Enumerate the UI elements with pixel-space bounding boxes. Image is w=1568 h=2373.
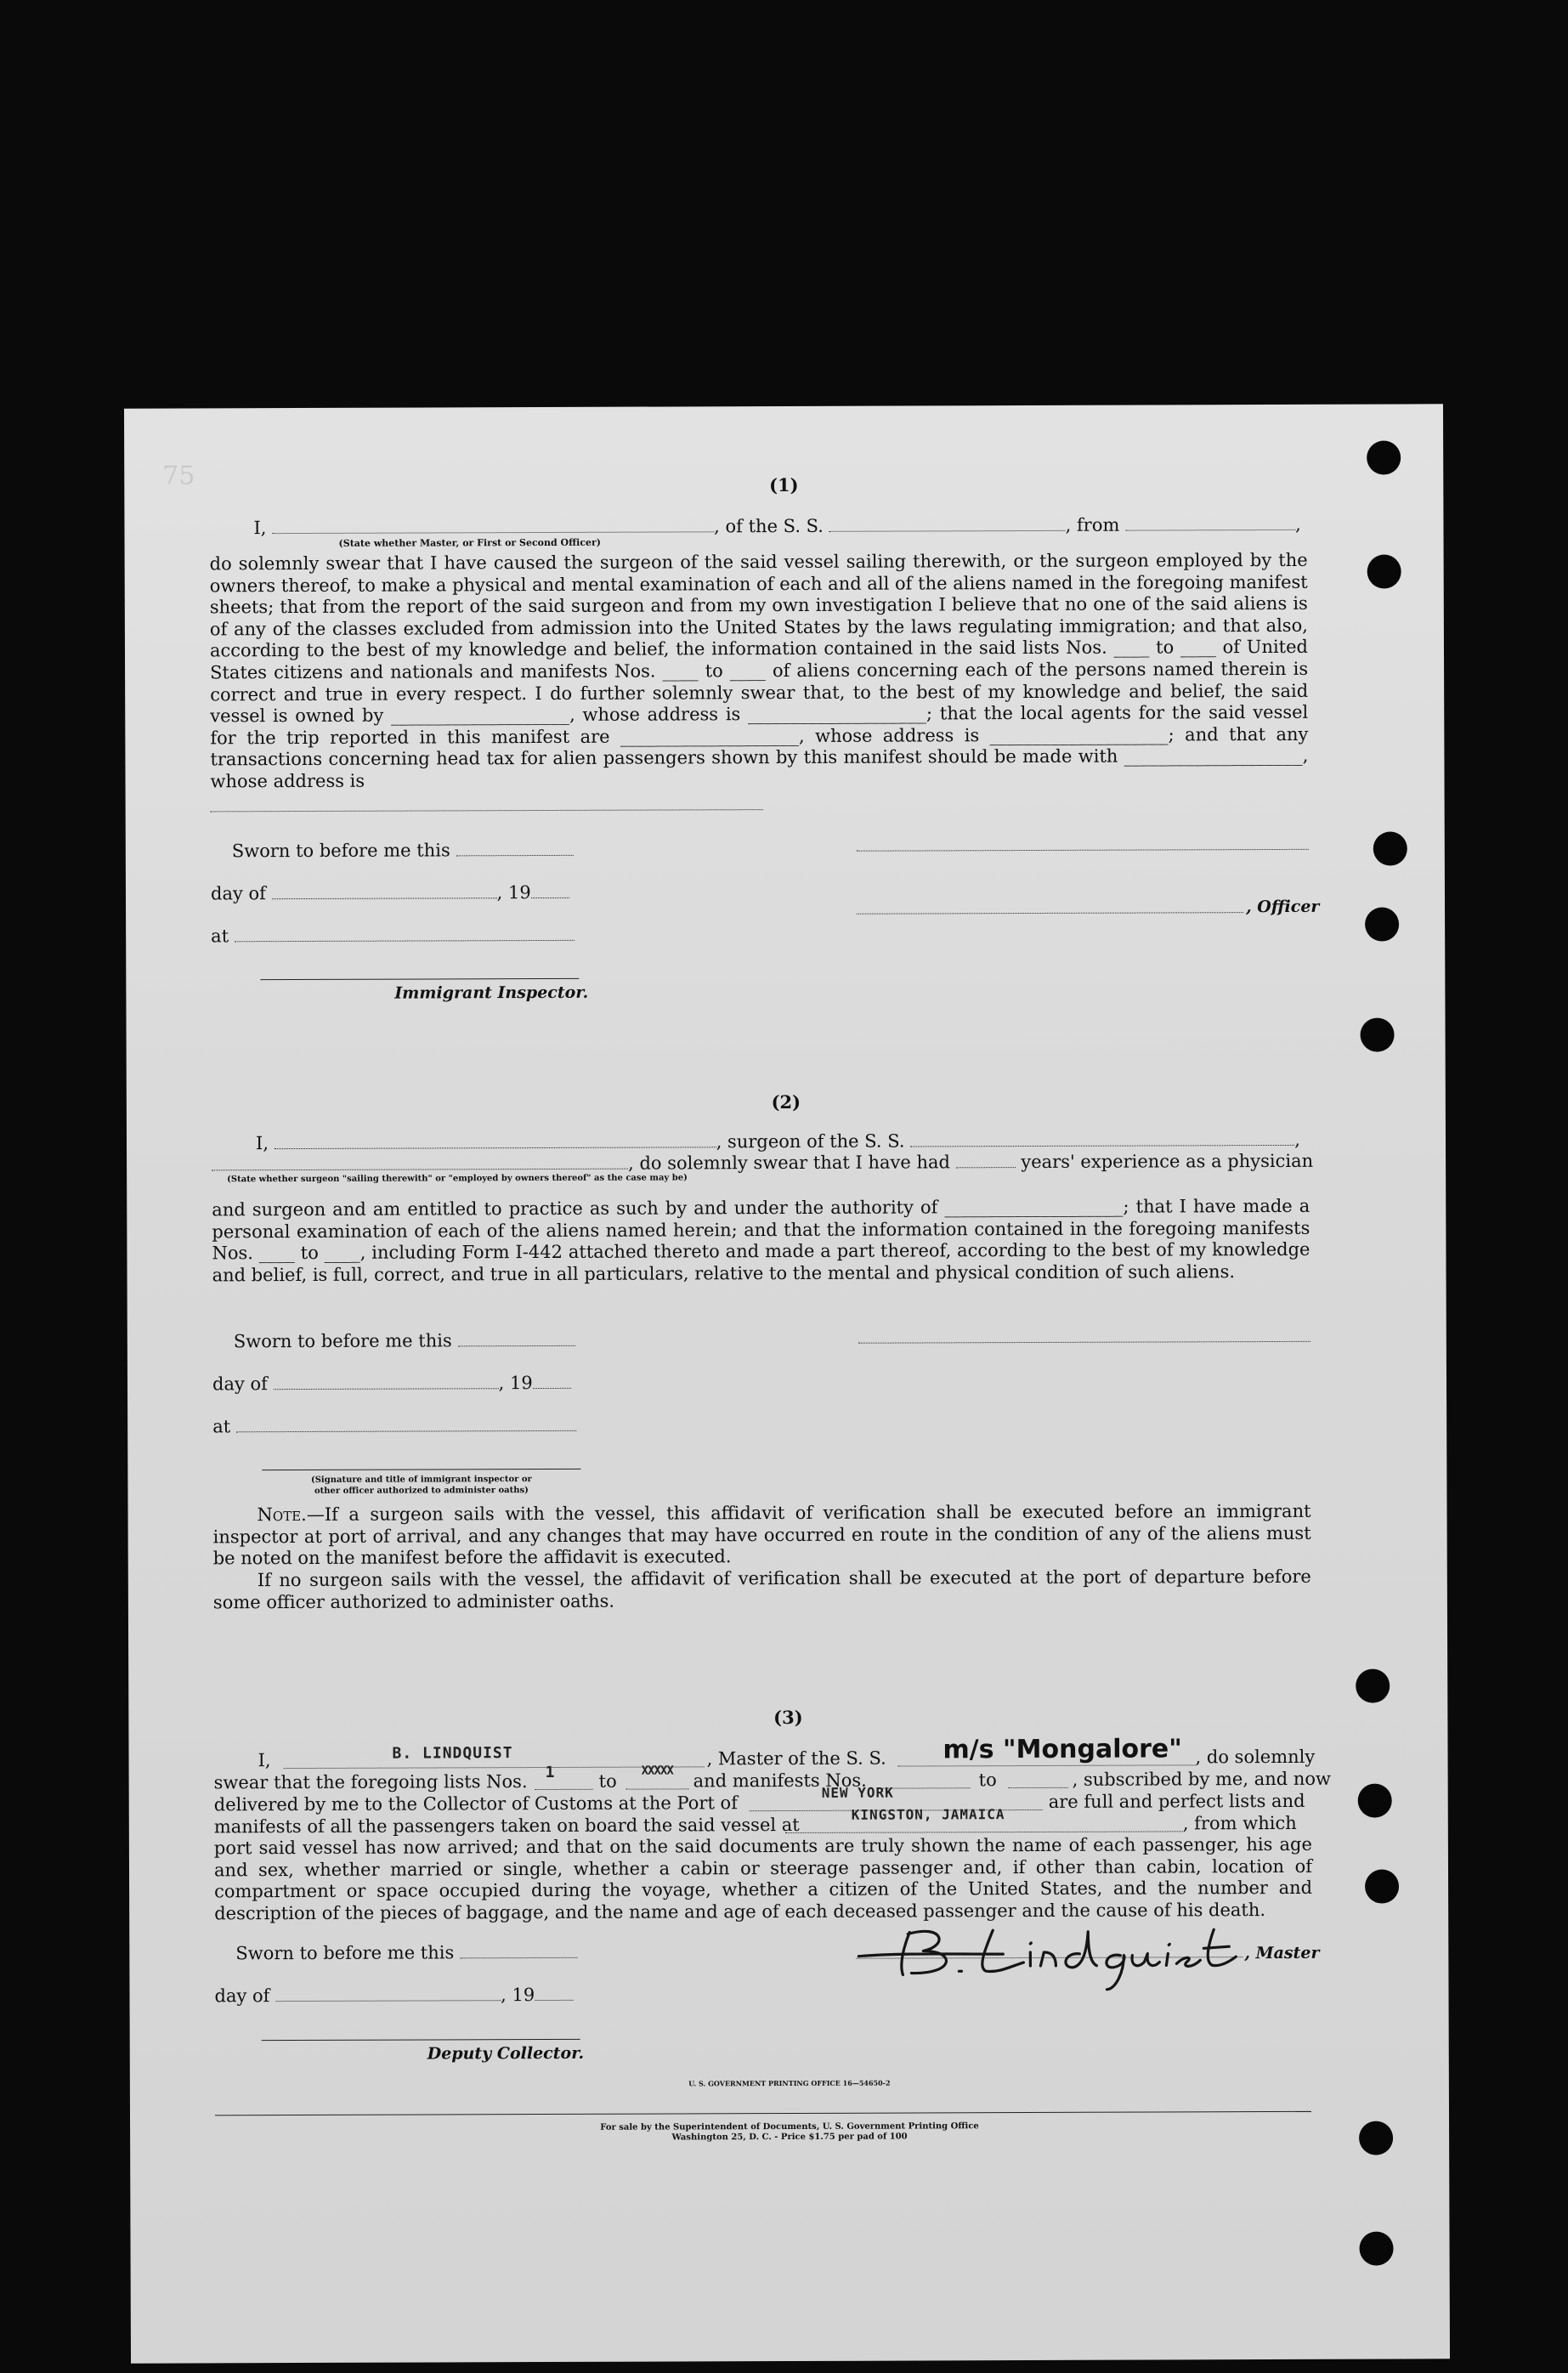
section-1-sworn: Sworn to before me this [232, 839, 574, 862]
collector-label: Deputy Collector. [427, 2043, 585, 2064]
sale-line-2: Washington 25, D. C. - Price $1.75 per pad of 100 [671, 2132, 908, 2143]
binder-hole [1367, 554, 1401, 588]
sworn-date-field-2[interactable] [457, 1330, 575, 1346]
manifest-affidavit-page [124, 404, 1450, 2363]
sale-line-1: For sale by the Superintendent of Documents, U. S. Government Printing Office [600, 2121, 979, 2132]
sworn-date-field[interactable] [456, 840, 573, 856]
binder-hole [1365, 1869, 1399, 1903]
section-2-at: at [212, 1414, 576, 1437]
year-field-2[interactable] [533, 1373, 571, 1389]
section-2-day: day of , 19 [212, 1372, 571, 1395]
binder-hole [1361, 1018, 1395, 1052]
list-from-value[interactable]: 1 [545, 1763, 556, 1781]
to-label: to [598, 1770, 617, 1792]
vessel-name-stamp[interactable]: m/s "Mongalore" [942, 1734, 1182, 1765]
section-2-number: (2) [771, 1090, 801, 1113]
at-field[interactable] [235, 925, 575, 942]
text-of-ss: , of the S. S. [714, 515, 824, 537]
do-solemnly-label: , do solemnly [1195, 1746, 1316, 1768]
day-field[interactable] [272, 882, 497, 899]
and-manifests-label: and manifests Nos. [693, 1770, 867, 1792]
signature-note-1: (Signature and title of immigrant inspector or [310, 1475, 532, 1485]
officer-note: (State whether Master, or First or Second Officer) [338, 536, 602, 549]
port-departure-line [785, 1831, 1183, 1833]
year-field-3[interactable] [535, 1985, 573, 2001]
section-3-line-1-label: I, [258, 1750, 271, 1771]
section-1-line-1: I, , of the S. S. , from , [253, 513, 1301, 539]
at-field-2[interactable] [236, 1415, 576, 1432]
section-3-sworn: Sworn to before me this [235, 1941, 577, 1964]
vessel-name-field[interactable] [829, 515, 1066, 532]
master-of-ss-label: , Master of the S. S. [706, 1747, 886, 1770]
from-port-field[interactable] [1125, 514, 1295, 531]
officer-label: , Officer [1246, 897, 1320, 917]
list-from-line [535, 1789, 593, 1790]
footer-rule [215, 2111, 1311, 2116]
officer-signature-line [857, 912, 1243, 915]
bleed-through-mark: 75 [162, 461, 195, 491]
vessel-line [898, 1764, 1196, 1766]
section-1-address-line [211, 809, 763, 812]
section-2-note-2: If no surgeon sails with the vessel, the affidavit of verification shall be executed at the port of departure before some officer authorized to administer oaths. [212, 1566, 1311, 1612]
signature-line-1 [857, 849, 1309, 852]
surgeon-name-field[interactable] [275, 1131, 716, 1149]
surgeon-vessel-field[interactable] [910, 1130, 1294, 1147]
master-name[interactable]: B. LINDQUIST [392, 1744, 513, 1763]
list-to-line [626, 1788, 689, 1789]
binder-hole [1359, 2232, 1393, 2266]
master-label: , Master [1244, 1943, 1320, 1963]
section-2-body: and surgeon and am entitled to practice as such by and under the authority of ____________________; that I have made a personal examination of each of the aliens named herein; and that the information contained in the foregoing manifests Nos. ____ to ____, including Form I-442 attached thereto and made a part thereof, according to the best of my knowledge and belief, is full, correct, and true in all particulars, relative to the mental and physical condition of such aliens. [212, 1195, 1310, 1286]
inspector-signature-line-2 [262, 1469, 580, 1470]
section-2-sworn: Sworn to before me this [234, 1329, 575, 1352]
surgeon-signature-line [858, 1341, 1310, 1344]
inspector-label: Immigrant Inspector. [394, 983, 589, 1003]
list-to-value[interactable]: XXXXX [641, 1764, 673, 1778]
full-perfect-label: are full and perfect lists and [1048, 1790, 1305, 1812]
signature-note-2: other officer authorized to administer oaths) [314, 1486, 529, 1496]
port-departure[interactable]: KINGSTON, JAMAICA [851, 1806, 1005, 1823]
printing-office: U. S. GOVERNMENT PRINTING OFFICE 16—54650-2 [688, 2078, 891, 2088]
section-2-note [212, 1501, 1310, 1570]
year-field[interactable] [531, 882, 569, 898]
section-1-number: (1) [769, 473, 799, 496]
years-field[interactable] [956, 1152, 1016, 1168]
inspector-signature-line [260, 978, 579, 980]
binder-hole [1359, 2121, 1393, 2155]
section-1-day: day of , 19 [211, 881, 569, 904]
officer-name-field[interactable] [272, 516, 714, 534]
section-2-line-2: , do solemnly swear that I have had years' experience as a physician [212, 1150, 1313, 1176]
to-label-2: to [978, 1770, 997, 1791]
day-field-2[interactable] [274, 1373, 499, 1390]
note-label: Note. [257, 1504, 307, 1526]
text-i: I, [253, 518, 267, 539]
binder-hole [1356, 1669, 1390, 1703]
section-3-day: day of , 19 [214, 1984, 573, 2007]
manifests-label: manifests of all the passengers taken on board the said vessel at [213, 1814, 800, 1838]
binder-hole [1358, 1784, 1392, 1818]
binder-hole [1373, 831, 1407, 865]
text-from: , from [1065, 514, 1120, 535]
section-1-body: do solemnly swear that I have caused the surgeon of the said vessel sailing therewith, or the surgeon employed by the owners thereof, to make a physical and mental examination of each and all of the aliens named in the foregoing manifest sheets; that from the report of the said surgeon and from my own investigation I believe that no one of the said aliens is of any of the classes excluded from admission into the United States by the laws regulating immigration; and that also, according to the best of my knowledge and belief, the information contained in the said lists Nos. ____ to ____ of United States citizens and nationals and manifests Nos. ____ to ____ of aliens concerning each of the persons named therein is correct and true in every respect. I do further solemnly swear that, to the best of my knowledge and belief, the said vessel is owned by ____________________, whose address is ____________________; that the local agents for the said vessel for the trip reported in this manifest are ____________________, whose address is ____________________; and that any transactions concerning head tax for alien passengers shown by this manifest should be made with ____________________, whose address is [209, 549, 1309, 792]
from-which-label: , from which [1182, 1812, 1297, 1834]
surgeon-note: (State whether surgeon "sailing therewith" or "employed by owners thereof" as the case may be) [227, 1173, 688, 1185]
swear-label: swear that the foregoing lists Nos. [213, 1771, 528, 1793]
note-body: —If a surgeon sails with the vessel, this affidavit of verification shall be executed before an immigrant inspector at port of arrival, and any changes that may have occurred en route in the condition of any of the aliens must be noted on the manifest before the affidavit is executed. [212, 1500, 1311, 1569]
binder-hole [1367, 440, 1401, 474]
binder-hole [1365, 907, 1399, 941]
section-1-at: at [211, 924, 575, 947]
surgeon-status-field[interactable] [212, 1153, 628, 1171]
port-arrival[interactable]: NEW YORK [821, 1784, 894, 1801]
subscribed-label: , subscribed by me, and now [1072, 1768, 1332, 1790]
section-2-line-1: I, , surgeon of the S. S. , [255, 1129, 1300, 1154]
delivered-label: delivered by me to the Collector of Customs at the Port of [213, 1792, 738, 1815]
section-3-body: port said vessel has now arrived; and that on the said documents are truly shown the name of each passenger, his age and sex, whether married or single, whether a cabin or steerage passenger and, if other than cabin, location of compartment or space occupied during the voyage, whether a citizen of the United States, and the number and description of the pieces of baggage, and the name and age of each deceased passenger and the cause of his death. [213, 1833, 1313, 1924]
sworn-date-field-3[interactable] [460, 1942, 577, 1958]
manifest-to-line [1009, 1787, 1068, 1788]
day-field-3[interactable] [275, 1985, 501, 2002]
collector-signature-line [262, 2039, 580, 2041]
master-signature [850, 1914, 1249, 1994]
section-3-number: (3) [773, 1706, 803, 1729]
